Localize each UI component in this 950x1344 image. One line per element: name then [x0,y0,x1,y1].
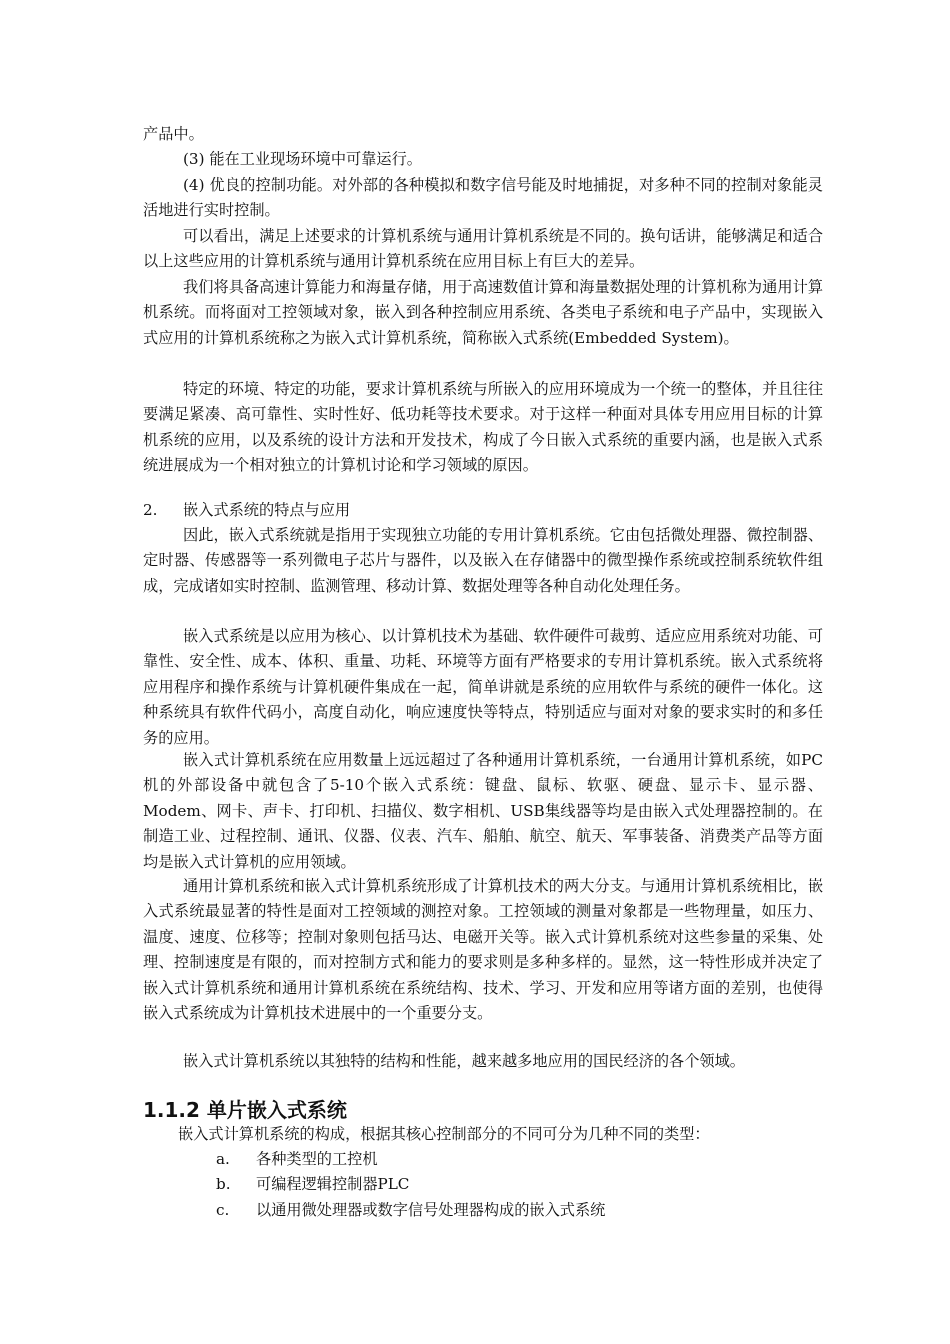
heading-1-1-2: 1.1.2 单片嵌入式系统 [143,1098,347,1122]
section-2-number: 2. [143,501,158,519]
paragraph-comparison: 可以看出，满足上述要求的计算机系统与通用计算机系统是不同的。换句话讲，能够满足和适合以上这些应用的计算机系统与通用计算机系统在应用目标上有巨大的差异。 [143,227,823,271]
list-item-4: (4) 优良的控制功能。对外部的各种模拟和数字信号能及时地捕捉，对多种不同的控制对象能灵活地进行实时控制。 [143,176,823,220]
list-marker: c. [216,1200,230,1219]
paragraph-features: 因此，嵌入式系统就是指用于实现独立功能的专用计算机系统。它由包括微处理器、微控制器、定时器、传感器等一系列微电子芯片与器件，以及嵌入在存储器中的微型操作系统或控制系统软件组成，完成诸如实时控制、监测管理、移动计算、数据处理等各种自动化处理任务。 [143,526,823,595]
list-marker: a. [216,1150,230,1168]
list-item-text: 各种类型的工控机 [256,1150,378,1168]
paragraph-branches: 通用计算机系统和嵌入式计算机系统形成了计算机技术的两大分支。与通用计算机系统相比，嵌入式系统最显著的特性是面对工控领域的测控对象。工控领域的测量对象都是一些物理量，如压力、温度、速度、位移等；控制对象则包括马达、电磁开关等。嵌入式计算机系统对这些参量的采集、处理、控制速度是有限的，而对控制方式和能力的要求则是多种多样的。显然，这一特性形成并决定了嵌入式计算机系统和通用计算机系统在系统结构、技术、学习、开发和应用等诸方面的差别，也使得嵌入式系统成为计算机技术进展中的一个重要分支。 [143,877,823,1023]
list-item [216,1172,605,1197]
list-marker: b. [216,1175,231,1194]
paragraph-definition: 我们将具备高速计算能力和海量存储，用于高速数值计算和海量数据处理的计算机称为通用计算机系统。而将面对工控领域对象，嵌入到各种控制应用系统、各类电子系统和电子产品中，实现嵌入式应用的计算机系统称之为嵌入式计算机系统，简称嵌入式系统(Embedded System)。 [143,278,823,347]
paragraph-types-intro: 嵌入式计算机系统的构成，根据其核心控制部分的不同可分为几种不同的类型： [178,1125,710,1143]
paragraph-quantity: 嵌入式计算机系统在应用数量上远远超过了各种通用计算机系统，一台通用计算机系统，如PC机的外部设备中就包含了5-10个嵌入式系统：键盘、鼠标、软驱、硬盘、显示卡、显示器、Modem、网卡、声卡、打印机、扫描仪、数字相机、USB集线器等均是由嵌入式处理器控制的。在制造工业、过程控制、通讯、仪器、仪表、汽车、船舶、航空、航天、军事装备、消费类产品等方面均是嵌入式计算机的应用领域。 [143,751,823,871]
list-item [216,1198,605,1223]
list-item-text: 可编程逻辑控制器PLC [256,1175,410,1194]
paragraph-context: 特定的环境、特定的功能，要求计算机系统与所嵌入的应用环境成为一个统一的整体，并且往往要满足紧凑、高可靠性、实时性好、低功耗等技术要求。对于这样一种面对具体专用应用目标的计算机系统的应用，以及系统的设计方法和开发技术，构成了今日嵌入式系统的重要内涵，也是嵌入式系统进展成为一个相对独立的计算机讨论和学习领域的原因。 [143,380,823,475]
paragraph-intro: 产品中。 [143,125,204,143]
types-list [216,1147,605,1223]
section-2-title [143,498,350,523]
list-item-text: 以通用微处理器或数字信号处理器构成的嵌入式系统 [256,1200,606,1219]
list-item-3: (3) 能在工业现场环境中可靠运行。 [183,150,422,168]
list-item [216,1147,605,1172]
paragraph-core: 嵌入式系统是以应用为核心、以计算机技术为基础、软件硬件可裁剪、适应应用系统对功能、可靠性、安全性、成本、体积、重量、功耗、环境等方面有严格要求的专用计算机系统。嵌入式系统将应用程序和操作系统与计算机硬件集成在一起，简单讲就是系统的应用软件与系统的硬件一体化。这种系统具有软件代码小，高度自动化，响应速度快等特点，特别适应与面对对象的要求实时的和多任务的应用。 [143,627,823,747]
paragraph-applications: 嵌入式计算机系统以其独特的结构和性能，越来越多地应用的国民经济的各个领域。 [183,1052,745,1070]
section-2-title-text: 嵌入式系统的特点与应用 [183,501,351,519]
